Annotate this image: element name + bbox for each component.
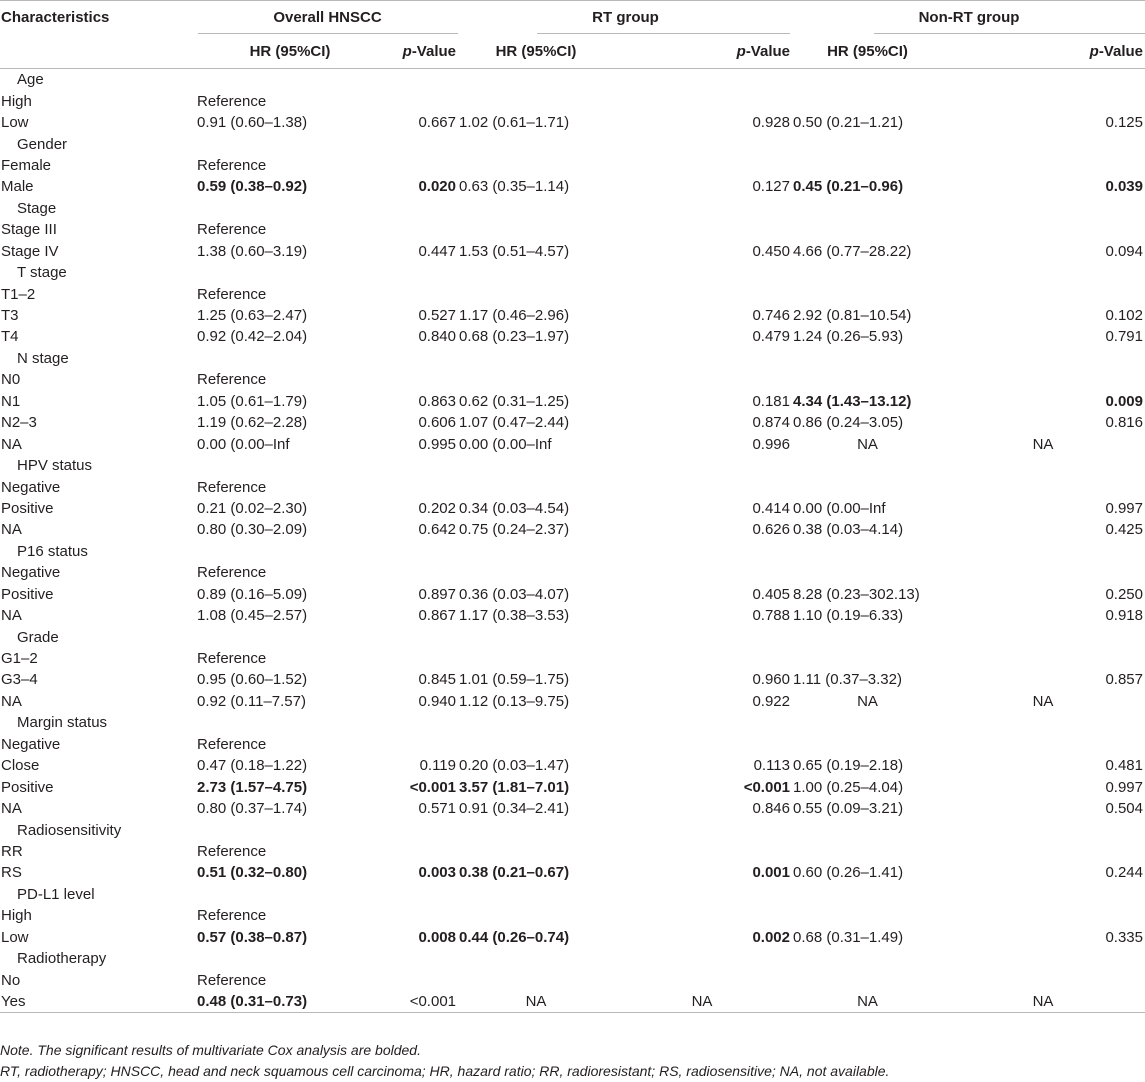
nonrt-p-cell: NA bbox=[1032, 435, 1054, 453]
row-label: Yes bbox=[0, 991, 196, 1013]
nonrt-p-cell: 0.481 bbox=[1105, 757, 1143, 775]
overall-hr-cell: Reference bbox=[197, 221, 267, 239]
row-label: T1–2 bbox=[1, 285, 36, 303]
nonrt-p-cell bbox=[942, 155, 1145, 176]
rt-p-cell: 0.626 bbox=[752, 521, 790, 539]
overall-p-cell: 0.642 bbox=[418, 521, 456, 539]
overall-hr-cell: 0.80 (0.37–1.74) bbox=[197, 800, 308, 818]
nonrt-p-cell bbox=[942, 562, 1145, 583]
overall-hr-cell: Reference bbox=[197, 156, 267, 174]
section-label: HPV status bbox=[17, 457, 93, 475]
nonrt-p-cell bbox=[942, 369, 1145, 390]
rt-hr-cell: 1.53 (0.51–4.57) bbox=[459, 242, 570, 260]
nonrt-hr-cell: 1.10 (0.19–6.33) bbox=[793, 607, 904, 625]
rt-hr-cell: 1.12 (0.13–9.75) bbox=[459, 692, 570, 710]
rt-hr-cell: 0.38 (0.21–0.67) bbox=[459, 864, 570, 882]
section-label: P16 status bbox=[17, 542, 88, 560]
row-label: G1–2 bbox=[1, 650, 38, 668]
rt-hr-cell bbox=[458, 90, 613, 111]
nonrt-p-cell bbox=[942, 283, 1145, 304]
section-label: Margin status bbox=[17, 714, 108, 732]
rt-p-cell: 0.960 bbox=[752, 671, 790, 689]
overall-hr-cell: Reference bbox=[197, 285, 267, 303]
rt-p-cell: 0.874 bbox=[752, 414, 790, 432]
section-row bbox=[0, 69, 1145, 91]
section-label: T stage bbox=[17, 264, 67, 282]
rt-hr-cell bbox=[458, 905, 613, 926]
overall-hr-cell: 1.08 (0.45–2.57) bbox=[197, 607, 308, 625]
overall-hr-cell: Reference bbox=[197, 650, 267, 668]
overall-hr-cell: 0.91 (0.60–1.38) bbox=[197, 114, 308, 132]
nonrt-p-cell: 0.102 bbox=[1105, 307, 1143, 325]
nonrt-p-cell: 0.335 bbox=[1105, 928, 1143, 946]
overall-hr-cell: 0.51 (0.32–0.80) bbox=[197, 864, 308, 882]
rt-hr-cell: 0.20 (0.03–1.47) bbox=[459, 757, 570, 775]
nonrt-p-cell: 0.504 bbox=[1105, 800, 1143, 818]
rt-hr-cell bbox=[458, 648, 613, 669]
overall-p-cell bbox=[383, 648, 458, 669]
section-row bbox=[0, 348, 1145, 369]
nonrt-hr-cell: 4.66 (0.77–28.22) bbox=[793, 242, 912, 260]
nonrt-hr-cell: 1.24 (0.26–5.93) bbox=[793, 328, 904, 346]
section-label: N stage bbox=[17, 349, 69, 367]
overall-p-cell: 0.940 bbox=[418, 692, 456, 710]
row-label: High bbox=[1, 92, 32, 110]
rt-hr-cell bbox=[458, 969, 613, 990]
nonrt-p-cell bbox=[942, 905, 1145, 926]
table-body bbox=[0, 69, 1145, 1013]
rt-p-cell bbox=[613, 155, 792, 176]
rt-p-cell bbox=[613, 648, 792, 669]
group-underline-overall bbox=[198, 33, 458, 34]
rt-hr-cell: 0.36 (0.03–4.07) bbox=[459, 585, 570, 603]
nonrt-p-cell: 0.857 bbox=[1105, 671, 1143, 689]
nonrt-hr-cell: 0.60 (0.26–1.41) bbox=[793, 864, 904, 882]
rt-p-cell: 0.479 bbox=[752, 328, 790, 346]
nonrt-hr-cell bbox=[792, 648, 942, 669]
table-row bbox=[0, 648, 1145, 669]
overall-p-cell: 0.020 bbox=[418, 178, 456, 196]
rt-p-cell bbox=[613, 369, 792, 390]
section-row bbox=[0, 262, 1145, 283]
table-row bbox=[0, 112, 1145, 133]
row-label: N1 bbox=[1, 392, 21, 410]
nonrt-p-cell: 0.425 bbox=[1105, 521, 1143, 539]
nonrt-p-cell bbox=[942, 969, 1145, 990]
overall-hr-cell: Reference bbox=[197, 735, 267, 753]
header-rt-hr: HR (95%CI) bbox=[458, 34, 613, 69]
overall-p-cell: 0.667 bbox=[418, 114, 456, 132]
rt-p-cell: 0.450 bbox=[752, 242, 790, 260]
section-label: Radiosensitivity bbox=[17, 821, 122, 839]
table-row bbox=[0, 862, 1145, 883]
nonrt-hr-cell: 8.28 (0.23–302.13) bbox=[793, 585, 920, 603]
rt-hr-cell bbox=[458, 219, 613, 240]
rt-p-cell bbox=[613, 219, 792, 240]
rt-hr-cell: 1.01 (0.59–1.75) bbox=[459, 671, 570, 689]
rt-hr-cell: 0.44 (0.26–0.74) bbox=[459, 928, 570, 946]
overall-p-cell: 0.840 bbox=[418, 328, 456, 346]
row-label: Positive bbox=[1, 585, 54, 603]
rt-p-cell bbox=[613, 90, 792, 111]
nonrt-hr-cell: 0.55 (0.09–3.21) bbox=[793, 800, 904, 818]
table-row bbox=[0, 283, 1145, 304]
table-row bbox=[0, 776, 1145, 797]
header-overall-p: p-Value bbox=[383, 34, 458, 69]
rt-p-cell: 0.996 bbox=[752, 435, 790, 453]
section-label: Grade bbox=[17, 628, 59, 646]
nonrt-p-cell: 0.039 bbox=[1105, 178, 1143, 196]
nonrt-p-cell: 0.997 bbox=[1105, 499, 1143, 517]
note-bolded: Note. The significant results of multivariate Cox analysis are bolded. bbox=[0, 1042, 421, 1058]
overall-hr-cell: Reference bbox=[197, 371, 267, 389]
rt-p-cell: 0.001 bbox=[752, 864, 790, 882]
rt-hr-cell bbox=[458, 476, 613, 497]
header-rt-group: RT group bbox=[458, 1, 792, 35]
nonrt-hr-cell bbox=[792, 219, 942, 240]
nonrt-hr-cell bbox=[792, 476, 942, 497]
nonrt-hr-cell: 0.50 (0.21–1.21) bbox=[793, 114, 904, 132]
nonrt-hr-cell: NA bbox=[857, 435, 878, 453]
overall-p-cell bbox=[383, 155, 458, 176]
table-row bbox=[0, 969, 1145, 990]
table-row bbox=[0, 519, 1145, 540]
row-label: No bbox=[1, 971, 21, 989]
rt-p-cell: 0.405 bbox=[752, 585, 790, 603]
row-label: N0 bbox=[1, 371, 21, 389]
section-row bbox=[0, 819, 1145, 840]
table-row bbox=[0, 412, 1145, 433]
nonrt-p-cell bbox=[942, 90, 1145, 111]
table-row bbox=[0, 219, 1145, 240]
header-rt-p: p-Value bbox=[613, 34, 792, 69]
nonrt-hr-cell: 1.00 (0.25–4.04) bbox=[793, 778, 904, 796]
overall-hr-cell: Reference bbox=[197, 478, 267, 496]
rt-p-cell bbox=[613, 283, 792, 304]
overall-hr-cell: 1.38 (0.60–3.19) bbox=[197, 242, 308, 260]
nonrt-hr-cell bbox=[792, 369, 942, 390]
row-label: NA bbox=[1, 800, 22, 818]
overall-hr-cell: 0.21 (0.02–2.30) bbox=[197, 499, 308, 517]
section-row bbox=[0, 884, 1145, 905]
row-label: Negative bbox=[1, 735, 61, 753]
table-row bbox=[0, 241, 1145, 262]
section-label: Stage bbox=[17, 199, 57, 217]
rt-p-cell: 0.746 bbox=[752, 307, 790, 325]
nonrt-hr-cell bbox=[792, 90, 942, 111]
overall-hr-cell: 0.95 (0.60–1.52) bbox=[197, 671, 308, 689]
row-label: Negative bbox=[1, 564, 61, 582]
section-row bbox=[0, 712, 1145, 733]
rt-hr-cell: 0.00 (0.00–Inf bbox=[459, 435, 552, 453]
overall-p-cell: 0.863 bbox=[418, 392, 456, 410]
overall-hr-cell: 0.57 (0.38–0.87) bbox=[197, 928, 308, 946]
section-label: Gender bbox=[17, 135, 68, 153]
overall-hr-cell: 0.80 (0.30–2.09) bbox=[197, 521, 308, 539]
nonrt-p-cell bbox=[942, 219, 1145, 240]
overall-hr-cell: 2.73 (1.57–4.75) bbox=[197, 778, 308, 796]
nonrt-hr-cell: 0.00 (0.00–Inf bbox=[793, 499, 886, 517]
group-underline-rt bbox=[537, 33, 790, 34]
overall-p-cell: 0.995 bbox=[418, 435, 456, 453]
rt-hr-cell: 0.62 (0.31–1.25) bbox=[459, 392, 570, 410]
nonrt-p-cell: 0.244 bbox=[1105, 864, 1143, 882]
rt-p-cell: 0.928 bbox=[752, 114, 790, 132]
rt-hr-cell: 1.17 (0.38–3.53) bbox=[459, 607, 570, 625]
rt-p-cell: 0.846 bbox=[752, 800, 790, 818]
section-label: PD-L1 level bbox=[17, 885, 95, 903]
overall-hr-cell: 1.25 (0.63–2.47) bbox=[197, 307, 308, 325]
overall-hr-cell: 1.05 (0.61–1.79) bbox=[197, 392, 308, 410]
overall-hr-cell: 0.48 (0.31–0.73) bbox=[196, 991, 383, 1013]
rt-hr-cell: 0.34 (0.03–4.54) bbox=[459, 499, 570, 517]
rt-p-cell: 0.922 bbox=[752, 692, 790, 710]
row-label: Positive bbox=[1, 499, 54, 517]
overall-p-cell bbox=[383, 219, 458, 240]
rt-hr-cell bbox=[458, 841, 613, 862]
row-label: Male bbox=[1, 178, 34, 196]
nonrt-hr-cell bbox=[792, 841, 942, 862]
section-row bbox=[0, 541, 1145, 562]
rt-p-cell: 0.788 bbox=[752, 607, 790, 625]
overall-p-cell: 0.003 bbox=[418, 864, 456, 882]
overall-hr-cell: 0.59 (0.38–0.92) bbox=[197, 178, 308, 196]
table-row bbox=[0, 90, 1145, 111]
rt-hr-cell bbox=[458, 283, 613, 304]
section-row bbox=[0, 198, 1145, 219]
row-label: T3 bbox=[1, 307, 19, 325]
table-row bbox=[0, 605, 1145, 626]
nonrt-hr-cell: 1.11 (0.37–3.32) bbox=[793, 671, 902, 689]
nonrt-p-cell: 0.791 bbox=[1105, 328, 1143, 346]
overall-p-cell bbox=[383, 841, 458, 862]
nonrt-p-cell bbox=[942, 648, 1145, 669]
overall-p-cell bbox=[383, 369, 458, 390]
row-label: Low bbox=[1, 928, 29, 946]
overall-hr-cell: Reference bbox=[197, 971, 267, 989]
overall-hr-cell: 0.92 (0.42–2.04) bbox=[197, 328, 308, 346]
table-row bbox=[0, 691, 1145, 712]
table-row bbox=[0, 369, 1145, 390]
rt-hr-cell: 3.57 (1.81–7.01) bbox=[459, 778, 570, 796]
nonrt-p-cell: NA bbox=[1032, 692, 1054, 710]
rt-hr-cell: 0.68 (0.23–1.97) bbox=[459, 328, 570, 346]
rt-hr-cell bbox=[458, 369, 613, 390]
section-row bbox=[0, 455, 1145, 476]
overall-hr-cell: Reference bbox=[197, 907, 267, 925]
overall-hr-cell: 1.19 (0.62–2.28) bbox=[197, 414, 308, 432]
row-label: RR bbox=[1, 842, 23, 860]
row-label: NA bbox=[1, 435, 22, 453]
nonrt-p-cell: 0.125 bbox=[1105, 114, 1143, 132]
overall-p-cell bbox=[383, 905, 458, 926]
rt-hr-cell: 0.91 (0.34–2.41) bbox=[459, 800, 570, 818]
table-row bbox=[0, 476, 1145, 497]
overall-p-cell: 0.606 bbox=[418, 414, 456, 432]
overall-p-cell: 0.845 bbox=[418, 671, 456, 689]
row-label: T4 bbox=[1, 328, 19, 346]
rt-p-cell: <0.001 bbox=[743, 778, 790, 796]
section-label: Radiotherapy bbox=[17, 950, 107, 968]
table-row bbox=[0, 991, 1145, 1013]
nonrt-hr-cell bbox=[792, 283, 942, 304]
nonrt-hr-cell: 0.68 (0.31–1.49) bbox=[793, 928, 904, 946]
overall-p-cell: 0.867 bbox=[418, 607, 456, 625]
nonrt-p-cell: 0.918 bbox=[1105, 607, 1143, 625]
overall-hr-cell: 0.89 (0.16–5.09) bbox=[197, 585, 308, 603]
row-label: Low bbox=[1, 114, 29, 132]
overall-p-cell: <0.001 bbox=[409, 778, 456, 796]
nonrt-hr-cell bbox=[792, 905, 942, 926]
overall-hr-cell: Reference bbox=[197, 564, 267, 582]
overall-p-cell: 0.897 bbox=[418, 585, 456, 603]
table-row bbox=[0, 155, 1145, 176]
nonrt-hr-cell: NA bbox=[857, 692, 878, 710]
row-label: NA bbox=[1, 607, 22, 625]
rt-p-cell bbox=[613, 562, 792, 583]
row-label: G3–4 bbox=[1, 671, 38, 689]
rt-p-cell: 0.414 bbox=[752, 499, 790, 517]
overall-hr-cell: 0.00 (0.00–Inf bbox=[197, 435, 290, 453]
nonrt-p-cell: 0.009 bbox=[1105, 392, 1143, 410]
group-underline-nonrt bbox=[874, 33, 1145, 34]
nonrt-p-cell: 0.816 bbox=[1105, 414, 1143, 432]
row-label: NA bbox=[1, 521, 22, 539]
rt-hr-cell: 1.02 (0.61–1.71) bbox=[459, 114, 570, 132]
overall-p-cell bbox=[383, 562, 458, 583]
nonrt-p-cell bbox=[942, 841, 1145, 862]
section-row bbox=[0, 626, 1145, 647]
table-row bbox=[0, 755, 1145, 776]
overall-p-cell bbox=[383, 476, 458, 497]
nonrt-hr-cell bbox=[792, 155, 942, 176]
table-row bbox=[0, 433, 1145, 454]
nonrt-hr-cell: 2.92 (0.81–10.54) bbox=[793, 307, 912, 325]
row-label: Stage IV bbox=[1, 242, 59, 260]
table-row bbox=[0, 562, 1145, 583]
overall-p-cell bbox=[383, 90, 458, 111]
header-nonrt-p: p-Value bbox=[942, 34, 1145, 69]
row-label: N2–3 bbox=[1, 414, 37, 432]
section-row bbox=[0, 133, 1145, 154]
rt-hr-cell bbox=[458, 562, 613, 583]
header-characteristics: Characteristics bbox=[0, 1, 196, 35]
rt-p-cell bbox=[613, 476, 792, 497]
nonrt-hr-cell bbox=[792, 562, 942, 583]
overall-p-cell bbox=[383, 734, 458, 755]
header-non-rt-group: Non-RT group bbox=[792, 1, 1145, 35]
overall-p-cell: 0.571 bbox=[418, 800, 456, 818]
overall-p-cell: 0.202 bbox=[418, 499, 456, 517]
overall-p-cell: 0.527 bbox=[418, 307, 456, 325]
table-row bbox=[0, 391, 1145, 412]
overall-hr-cell: Reference bbox=[197, 842, 267, 860]
nonrt-hr-cell: 0.65 (0.19–2.18) bbox=[793, 757, 904, 775]
rt-p-cell bbox=[613, 734, 792, 755]
table-row bbox=[0, 905, 1145, 926]
nonrt-hr-cell: 0.45 (0.21–0.96) bbox=[793, 178, 904, 196]
table-row bbox=[0, 841, 1145, 862]
rt-p-cell: NA bbox=[613, 991, 792, 1013]
overall-hr-cell: Reference bbox=[197, 92, 267, 110]
rt-p-cell bbox=[613, 905, 792, 926]
rt-p-cell bbox=[613, 969, 792, 990]
row-label: Negative bbox=[1, 478, 61, 496]
nonrt-p-cell: 0.094 bbox=[1105, 242, 1143, 260]
section-label: Age bbox=[17, 71, 44, 89]
table-row bbox=[0, 326, 1145, 347]
overall-p-cell: <0.001 bbox=[383, 991, 458, 1013]
nonrt-p-cell bbox=[942, 734, 1145, 755]
header-blank bbox=[0, 34, 196, 69]
table-row bbox=[0, 498, 1145, 519]
nonrt-hr-cell bbox=[792, 734, 942, 755]
note-abbreviations: RT, radiotherapy; HNSCC, head and neck squamous cell carcinoma; HR, hazard ratio; RR, radioresistant; RS, radiosensitive; NA, not available. bbox=[0, 1063, 890, 1079]
nonrt-hr-cell bbox=[792, 969, 942, 990]
row-label: Positive bbox=[1, 778, 54, 796]
row-label: Close bbox=[1, 757, 40, 775]
rt-hr-cell: 0.75 (0.24–2.37) bbox=[459, 521, 570, 539]
header-overall-hr: HR (95%CI) bbox=[196, 34, 383, 69]
row-label: NA bbox=[1, 692, 22, 710]
rt-hr-cell bbox=[458, 155, 613, 176]
nonrt-p-cell: NA bbox=[942, 991, 1145, 1013]
rt-hr-cell: 0.63 (0.35–1.14) bbox=[459, 178, 570, 196]
rt-hr-cell: 1.07 (0.47–2.44) bbox=[459, 414, 570, 432]
nonrt-p-cell: 0.250 bbox=[1105, 585, 1143, 603]
overall-p-cell bbox=[383, 969, 458, 990]
rt-p-cell: 0.002 bbox=[752, 928, 790, 946]
nonrt-p-cell bbox=[942, 476, 1145, 497]
rt-p-cell: 0.113 bbox=[753, 757, 790, 775]
header-overall-hnscc: Overall HNSCC bbox=[196, 1, 458, 35]
nonrt-hr-cell: NA bbox=[792, 991, 942, 1013]
overall-p-cell: 0.447 bbox=[418, 242, 456, 260]
row-label: High bbox=[1, 907, 32, 925]
table-row bbox=[0, 176, 1145, 197]
table-row bbox=[0, 798, 1145, 819]
rt-p-cell: 0.181 bbox=[752, 392, 790, 410]
section-row bbox=[0, 948, 1145, 969]
rt-hr-cell bbox=[458, 734, 613, 755]
header-nonrt-hr: HR (95%CI) bbox=[792, 34, 942, 69]
overall-p-cell bbox=[383, 283, 458, 304]
nonrt-hr-cell: 0.86 (0.24–3.05) bbox=[793, 414, 904, 432]
rt-hr-cell: 1.17 (0.46–2.96) bbox=[459, 307, 570, 325]
nonrt-hr-cell: 0.38 (0.03–4.14) bbox=[793, 521, 904, 539]
row-label: Female bbox=[1, 156, 52, 174]
nonrt-hr-cell: 4.34 (1.43–13.12) bbox=[793, 392, 912, 410]
row-label: RS bbox=[1, 864, 22, 882]
table-row bbox=[0, 927, 1145, 948]
table-row bbox=[0, 584, 1145, 605]
overall-hr-cell: 0.47 (0.18–1.22) bbox=[197, 757, 308, 775]
table-row bbox=[0, 669, 1145, 690]
nonrt-p-cell: 0.997 bbox=[1105, 778, 1143, 796]
overall-p-cell: 0.119 bbox=[419, 757, 456, 775]
table-row bbox=[0, 734, 1145, 755]
rt-p-cell bbox=[613, 841, 792, 862]
overall-p-cell: 0.008 bbox=[418, 928, 456, 946]
rt-p-cell: 0.127 bbox=[752, 178, 790, 196]
table-row bbox=[0, 305, 1145, 326]
row-label: Stage III bbox=[1, 221, 57, 239]
rt-hr-cell: NA bbox=[458, 991, 613, 1013]
overall-hr-cell: 0.92 (0.11–7.57) bbox=[197, 692, 306, 710]
